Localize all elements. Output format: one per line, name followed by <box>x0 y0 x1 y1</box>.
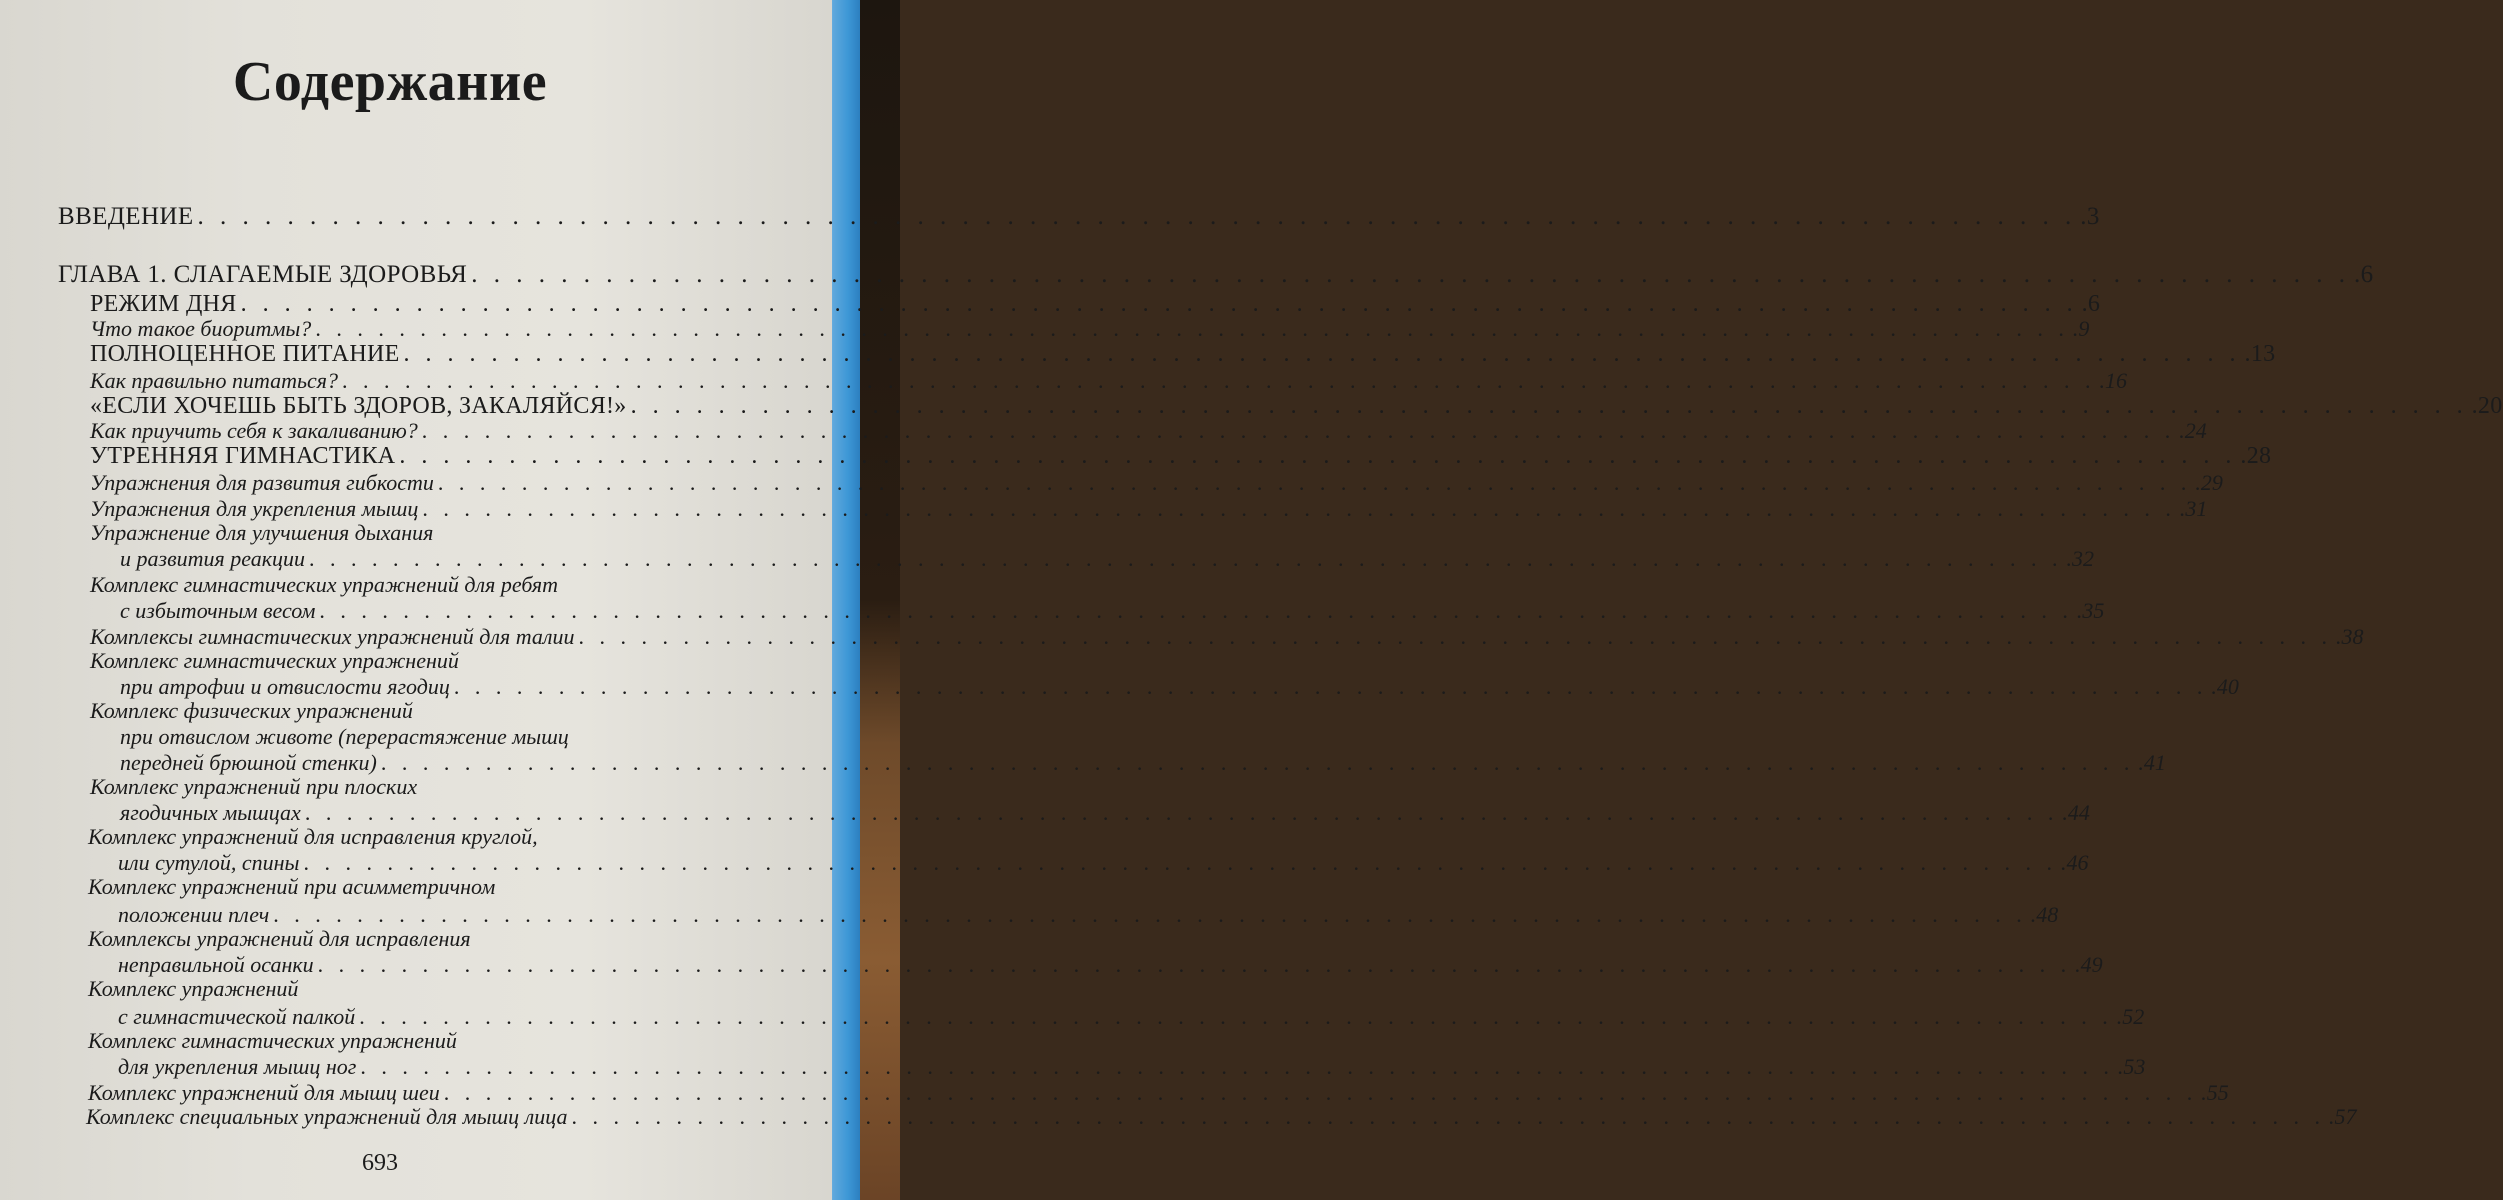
toc-entry-label: для укрепления мышц ног <box>118 1054 357 1079</box>
toc-leader-dots: . . . . . . . . . . . . . . . . . . . . . . . . . . . . . . . . . . . . . . . . . . . . . . . . . . . . . . . . . . . . . . . . . . . . . . . . . . . . . . . . . . . . <box>359 1004 2113 1029</box>
toc-entry-label: Упражнения для укрепления мышц <box>90 496 419 521</box>
toc-entry-flat-gluteal <box>120 800 2090 825</box>
toc-entry-face <box>86 1104 2357 1129</box>
toc-entry-label: ГЛАВА 1. СЛАГАЕМЫЕ ЗДОРОВЬЯ <box>58 261 468 288</box>
toc-entry-line: Комплекс упражнений для исправления круглой, <box>88 824 538 849</box>
toc-leader-dots: . . . . . . . . . . . . . . . . . . . . . . . . . . . . . . . . . . . . . . . . . . . . . . . . . . . . . . . . . . . . . . . . . . . . . . . . . . . . . . . . . . . . <box>571 1104 2325 1129</box>
toc-entry-line: Комплекс упражнений при асимметричном <box>88 874 496 899</box>
toc-entry-label: Как правильно питаться? <box>90 368 339 393</box>
toc-page-number: .55 <box>2201 1080 2229 1105</box>
toc-entry-line: Комплекс упражнений <box>88 976 299 1001</box>
toc-entry-hardening-quote <box>90 393 2503 419</box>
toc-entry-nutrition <box>90 341 2276 367</box>
toc-page-number: .28 <box>2240 443 2272 469</box>
toc-page-number: .53 <box>2117 1054 2146 1079</box>
toc-entry-label: с избыточным весом <box>120 598 316 623</box>
toc-entry-label: Как приучить себя к закаливанию? <box>90 418 418 443</box>
toc-entry-label: передней брюшной стенки) <box>120 750 377 775</box>
toc-entry-line: при отвислом животе (перерастяжение мышц <box>120 724 569 749</box>
toc-leader-dots: . . . . . . . . . . . . . . . . . . . . . . . . . . . . . . . . . . . . . . . . . . . . . . . . . . . . . . . . . . . . . . . . . . . . . . . . . . . . . . . . . . . . <box>315 316 2069 341</box>
toc-entry-label: ПОЛНОЦЕННОЕ ПИТАНИЕ <box>90 341 400 367</box>
toc-entry-breathing <box>120 546 2095 571</box>
toc-page-number: .41 <box>2138 750 2166 775</box>
toc-entry-overweight <box>120 598 2105 623</box>
toc-page-number: .40 <box>2211 674 2239 699</box>
toc-entry-label: Комплексы гимнастических упражнений для талии <box>90 624 575 649</box>
page-title: Содержание <box>232 51 548 113</box>
toc-entry-gluteal-atrophy <box>120 674 2239 699</box>
toc-leader-dots: . . . . . . . . . . . . . . . . . . . . . . . . . . . . . . . . . . . . . . . . . . . . . . . . . . . . . . . . . . . . . . . . . . . . . . . . . . . . . . . . . . . . <box>421 418 2176 443</box>
toc-entry-posture <box>118 952 2103 977</box>
toc-entry-label: и развития реакции <box>120 546 306 571</box>
toc-page-number: .49 <box>2075 952 2103 977</box>
toc-entry-chapter-1 <box>58 261 2374 288</box>
toc-entry-label: «ЕСЛИ ХОЧЕШЬ БЫТЬ ЗДОРОВ, ЗАКАЛЯЙСЯ!» <box>90 393 627 419</box>
toc-entry-label: УТРЕННЯЯ ГИМНАСТИКА <box>90 443 396 469</box>
toc-page-number: .32 <box>2066 546 2095 571</box>
toc-page-number: .6 <box>2081 291 2101 317</box>
page-number: 693 <box>362 1150 398 1176</box>
toc-entry-muscle-strength <box>90 496 2208 521</box>
toc-leader-dots: . . . . . . . . . . . . . . . . . . . . . . . . . . . . . . . . . . . . . . . . . . . . . . . . . . . . . . . . . . . . . . . . . . . . . . . . . . . . . . . . . . . . <box>240 291 2078 317</box>
toc-entry-label: при атрофии и отвислости ягодиц <box>120 674 450 699</box>
toc-entry-neck <box>88 1080 2229 1105</box>
toc-leader-dots: . . . . . . . . . . . . . . . . . . . . . . . . . . . . . . . . . . . . . . . . . . . . . . . . . . . . . . . . . . . . . . . . . . . . . . . . . . . . . . . . . . . . <box>319 598 2073 623</box>
toc-entry-label: Комплекс специальных упражнений для мышц лица <box>86 1104 568 1129</box>
toc-entry-label: ВВЕДЕНИЕ <box>58 203 194 230</box>
toc-page-number: .38 <box>2336 624 2364 649</box>
toc-entry-label: РЕЖИМ ДНЯ <box>90 291 237 317</box>
toc-leader-dots: . . . . . . . . . . . . . . . . . . . . . . . . . . . . . . . . . . . . . . . . . . . . . . . . . . . . . . . . . . . . . . . . . . . . . . . . . . . . . . . . . . . . <box>578 624 2332 649</box>
toc-entry-label: Комплекс упражнений для мышц шеи <box>88 1080 440 1105</box>
toc-page-number: .29 <box>2195 470 2223 495</box>
toc-entry-waist <box>90 624 2364 649</box>
toc-entry-label: или сутулой, спины <box>118 850 300 875</box>
toc-entry-label: положении плеч <box>118 902 270 927</box>
toc-entry-line: Комплексы упражнений для исправления <box>88 926 471 951</box>
toc-entry-label: Что такое биоритмы? <box>90 316 312 341</box>
toc-entry-line: Комплекс гимнастических упражнений <box>90 648 459 673</box>
toc-entry-label: неправильной осанки <box>118 952 314 977</box>
toc-leader-dots: . . . . . . . . . . . . . . . . . . . . . . . . . . . . . . . . . . . . . . . . . . . . . . . . . . . . . . . . . . . . . . . . . . . . . . . . . . . . . . . . . . . . <box>309 546 2063 571</box>
toc-entry-morning-exercise <box>90 443 2272 469</box>
toc-entry-line: Упражнение для улучшения дыхания <box>90 520 434 545</box>
toc-page-number: .46 <box>2060 850 2089 875</box>
toc-entry-abdomen <box>120 750 2166 775</box>
toc-page-number: .16 <box>2099 368 2128 393</box>
toc-entry-biorhythms <box>90 316 2090 341</box>
toc-leader-dots: . . . . . . . . . . . . . . . . . . . . . . . . . . . . . . . . . . . . . . . . . . . . . . . . . . . . . . . . . . . . . . . . . . . . . . . . . . . . . . . . . . . . <box>380 750 2135 775</box>
toc-page-number: .13 <box>2244 341 2276 367</box>
toc-page-number: .57 <box>2329 1104 2357 1129</box>
toc-entry-line: Комплекс физических упражнений <box>90 698 413 723</box>
toc-leader-dots: . . . . . . . . . . . . . . . . . . . . . . . . . . . . . . . . . . . . . . . . . . . . . . . . . . . . . . . . . . . . . . . . . . . . . . . . . . . . . . . . . . . . <box>422 496 2176 521</box>
toc-entry-flexibility <box>90 470 2223 495</box>
toc-leader-dots: . . . . . . . . . . . . . . . . . . . . . . . . . . . . . . . . . . . . . . . . . . . . . . . . . . . . . . . . . . . . . . . . . . . . . . . . . . . . . . . . . . . . <box>453 674 2208 699</box>
toc-page-number: .20 <box>2471 393 2503 419</box>
toc-page-number: .48 <box>2030 902 2059 927</box>
toc-page-number: .24 <box>2179 418 2207 443</box>
toc-leader-dots: . . . . . . . . . . . . . . . . . . . . . . . . . . . . . . . . . . . . . . . . . . . . . . . . . . . . . . . . . . . . . . . . . . . . . . . . . . . . . . . . . . . . <box>437 470 2192 495</box>
toc-leader-dots: . . . . . . . . . . . . . . . . . . . . . . . . . . . . . . . . . . . . . . . . . . . . . . . . . . . . . . . . . . . . . . . . . . . . . . . . . . . . . . . . . . . . <box>630 393 2468 419</box>
toc-entry-line: Комплекс гимнастических упражнений для ребят <box>90 572 558 597</box>
toc-leader-dots: . . . . . . . . . . . . . . . . . . . . . . . . . . . . . . . . . . . . . . . . . . . . . . . . . . . . . . . . . . . . . . . . . . . . . . . . . . . . . . . . . . . . <box>317 952 2072 977</box>
toc-leader-dots: . . . . . . . . . . . . . . . . . . . . . . . . . . . . . . . . . . . . . . . . . . . . . . . . . . . . . . . . . . . . . . . . . . . . . . . . . . . . . . . . . . . . <box>403 341 2241 367</box>
toc-entry-round-back <box>118 850 2089 875</box>
toc-page-number: .3 <box>2080 203 2100 230</box>
toc-entry-how-to-eat <box>90 368 2128 393</box>
toc-leader-dots: . . . . . . . . . . . . . . . . . . . . . . . . . . . . . . . . . . . . . . . . . . . . . . . . . . . . . . . . . . . . . . . . . . . . . . . . . . . . . . . . . . . . <box>471 261 2350 288</box>
toc-page-number: .6 <box>2353 261 2374 288</box>
toc-leader-dots: . . . . . . . . . . . . . . . . . . . . . . . . . . . . . . . . . . . . . . . . . . . . . . . . . . . . . . . . . . . . . . . . . . . . . . . . . . . . . . . . . . . . <box>360 1054 2114 1079</box>
toc-entry-introduction <box>58 203 2100 230</box>
toc-leader-dots: . . . . . . . . . . . . . . . . . . . . . . . . . . . . . . . . . . . . . . . . . . . . . . . . . . . . . . . . . . . . . . . . . . . . . . . . . . . . . . . . . . . . <box>342 368 2096 393</box>
toc-entry-label: с гимнастической палкой <box>118 1004 356 1029</box>
toc-page-number: .44 <box>2062 800 2090 825</box>
toc-entry-line: Комплекс упражнений при плоских <box>90 774 418 799</box>
toc-leader-dots: . . . . . . . . . . . . . . . . . . . . . . . . . . . . . . . . . . . . . . . . . . . . . . . . . . . . . . . . . . . . . . . . . . . . . . . . . . . . . . . . . . . . <box>197 203 2077 230</box>
toc-page-number: .31 <box>2179 496 2208 521</box>
toc-page-number: .9 <box>2072 316 2090 341</box>
toc-entry-label: Упражнения для развития гибкости <box>90 470 434 495</box>
toc-entry-legs <box>118 1054 2146 1079</box>
toc-entry-hardening-habit <box>90 418 2207 443</box>
toc-entry-line: Комплекс гимнастических упражнений <box>88 1028 457 1053</box>
toc-entry-shoulders <box>118 902 2059 927</box>
toc-entry-label: ягодичных мышцах <box>120 800 301 825</box>
toc-leader-dots: . . . . . . . . . . . . . . . . . . . . . . . . . . . . . . . . . . . . . . . . . . . . . . . . . . . . . . . . . . . . . . . . . . . . . . . . . . . . . . . . . . . . <box>273 902 2027 927</box>
toc-leader-dots: . . . . . . . . . . . . . . . . . . . . . . . . . . . . . . . . . . . . . . . . . . . . . . . . . . . . . . . . . . . . . . . . . . . . . . . . . . . . . . . . . . . . <box>303 850 2057 875</box>
toc-leader-dots: . . . . . . . . . . . . . . . . . . . . . . . . . . . . . . . . . . . . . . . . . . . . . . . . . . . . . . . . . . . . . . . . . . . . . . . . . . . . . . . . . . . . <box>399 443 2237 469</box>
toc-page-number: .35 <box>2076 598 2105 623</box>
toc-entry-gym-stick <box>118 1004 2145 1029</box>
toc-leader-dots: . . . . . . . . . . . . . . . . . . . . . . . . . . . . . . . . . . . . . . . . . . . . . . . . . . . . . . . . . . . . . . . . . . . . . . . . . . . . . . . . . . . . <box>304 800 2059 825</box>
toc-entry-daily-regime <box>90 291 2101 317</box>
toc-leader-dots: . . . . . . . . . . . . . . . . . . . . . . . . . . . . . . . . . . . . . . . . . . . . . . . . . . . . . . . . . . . . . . . . . . . . . . . . . . . . . . . . . . . . <box>443 1080 2198 1105</box>
toc-page-number: .52 <box>2116 1004 2145 1029</box>
